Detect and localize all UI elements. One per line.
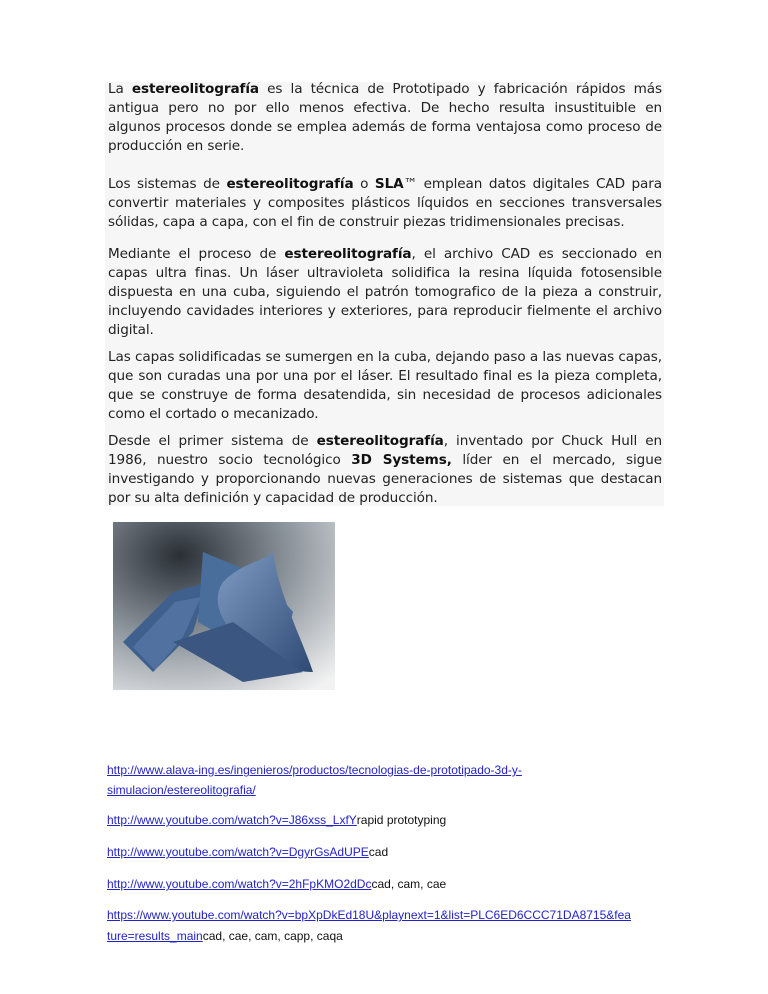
text: Los sistemas de: [108, 176, 227, 192]
bold-term: SLA: [374, 176, 404, 192]
link-row: [107, 905, 631, 926]
paragraph-history: [108, 432, 662, 508]
reference-link[interactable]: ture=results_main: [107, 929, 203, 943]
text: Las capas solidificadas se sumergen en la cuba, dejando paso a las nuevas capas, que son curadas una por una por el láser. El resultado final es la pieza completa, que se construye de forma desatendida, sin necesidad de procesos adicionales como el cortado o mecanizado.: [108, 349, 662, 422]
reference-link[interactable]: simulacion/estereolitografia/: [107, 783, 256, 797]
reference-link[interactable]: http://www.youtube.com/watch?v=2hFpKMO2dDc: [107, 877, 372, 891]
link-note: cad: [368, 845, 389, 859]
link-row: [107, 760, 522, 781]
paragraph-intro: [108, 80, 662, 156]
text: , inventado por Chuck Hull en 1986, nuestro socio tecnológico: [108, 433, 662, 468]
text: o: [353, 176, 375, 192]
text: , el archivo CAD es seccionado en capas ultra finas. Un láser ultravioleta solidifica la resina líquida fotosensible dispuesta en una cuba, siguiendo el patrón tomografico de la pieza a construir, incluyendo cavidades interiores y exteriores, para reproducir fielmente el archivo digital.: [108, 246, 662, 338]
reference-link[interactable]: https://www.youtube.com/watch?v=bpXpDkEd18U&playnext=1&list=PLC6ED6CCC71DA8715&fea: [107, 908, 631, 922]
link-row: [107, 842, 388, 863]
link-row: [107, 780, 256, 801]
text: ™ emplean datos digitales CAD para convertir materiales y composites plásticos líquidos en secciones transversales sólidas, capa a capa, con el fin de construir piezas tridimensionales precisas.: [108, 176, 662, 230]
text: es la técnica de Prototipado y fabricación rápidos más antigua pero no por ello menos efectiva. De hecho resulta insustituible en algunos procesos donde se emplea además de forma ventajosa como proceso de producción en serie.: [108, 81, 662, 154]
text: Desde el primer sistema de: [108, 433, 317, 449]
text: líder en el mercado, sigue investigando y proporcionando nuevas generaciones de sistemas que destacan por su alta definición y capacidad de producción.: [108, 452, 662, 506]
reference-link[interactable]: http://www.youtube.com/watch?v=J86xss_LxfY: [107, 813, 357, 827]
reference-link[interactable]: http://www.alava-ing.es/ingenieros/productos/tecnologias-de-prototipado-3d-y-: [107, 763, 522, 777]
bold-term: estereolitografía: [316, 433, 444, 449]
text: Mediante el proceso de: [108, 246, 285, 262]
paragraph-process: [108, 245, 662, 340]
paragraph-sla: [108, 175, 662, 232]
link-row: [107, 874, 446, 895]
link-note: rapid prototyping: [356, 813, 447, 827]
text: La: [108, 81, 132, 97]
paragraph-layers: [108, 348, 662, 424]
link-row: [107, 926, 343, 947]
link-note: cad, cam, cae: [371, 877, 447, 891]
link-row: [107, 810, 446, 831]
bold-term: estereolitografía: [131, 81, 259, 97]
bold-term: estereolitografía: [284, 246, 412, 262]
sla-part-photo: [113, 522, 335, 690]
bold-term: 3D Systems,: [351, 452, 452, 468]
reference-link[interactable]: http://www.youtube.com/watch?v=DgyrGsAdUPE: [107, 845, 369, 859]
link-note: cad, cae, cam, capp, caqa: [202, 929, 343, 943]
bold-term: estereolitografía: [226, 176, 354, 192]
